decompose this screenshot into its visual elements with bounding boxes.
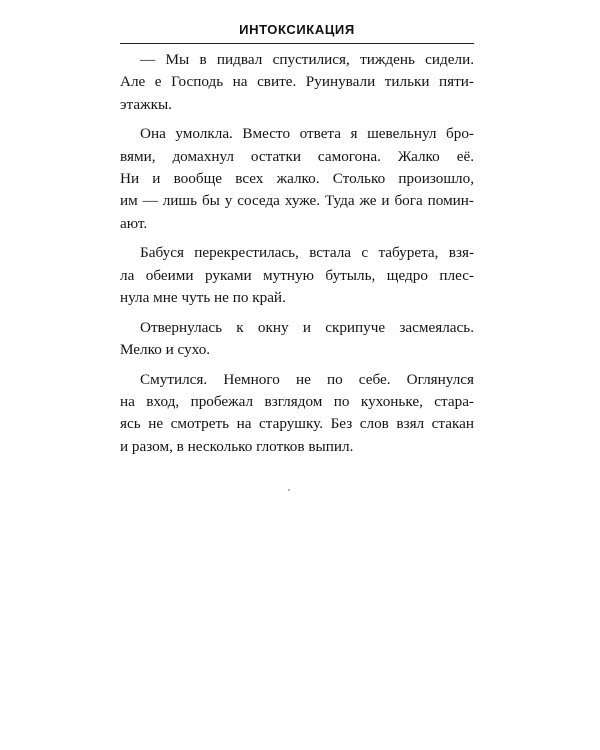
paragraph-5 (120, 369, 474, 458)
text-line: ясь не смотреть на старушку. Без слов взял стакан (120, 415, 474, 433)
paragraph-3 (120, 242, 474, 309)
text-line: Мелко и сухо. (120, 341, 211, 359)
text-line: Отвернулась к окну и скрипуче засмеялась. (140, 318, 474, 336)
text-line: Ни и вообще всех жалко. Столько произошло, (120, 169, 474, 187)
header-rule (120, 43, 474, 44)
text-line: Смутился. Немного не по себе. Оглянулся (140, 370, 474, 388)
text-line: и разом, в несколько глотков выпил. (120, 437, 354, 455)
print-speck (288, 489, 290, 491)
text-line: Бабуся перекрестилась, встала с табурета, взя- (140, 244, 474, 262)
text-line: этажкы. (120, 95, 172, 113)
text-line: им — лишь бы у соседа хуже. Туда же и бога помин- (120, 192, 474, 210)
text-line: — Мы в пидвал спустилися, тиждень сидели. (140, 51, 474, 68)
text-line: Она умолкла. Вместо ответа я шевельнул бро- (140, 125, 474, 143)
text-line: вями, домахнул остатки самогона. Жалко её. (120, 147, 474, 165)
paragraph-4 (120, 317, 474, 362)
text-line: на вход, пробежал взглядом по кухоньке, стара- (120, 393, 474, 411)
body-text (120, 49, 474, 466)
text-line: ают. (120, 214, 148, 232)
text-line: нула мне чуть не по край. (120, 288, 286, 306)
paragraph-2 (120, 123, 474, 234)
text-line: Але е Господь на свите. Руинували тильки пяти- (120, 73, 474, 91)
running-head-title: ИНТОКСИКАЦИЯ (239, 22, 355, 37)
text-line: ла обеими руками мутную бутыль, щедро плес- (120, 266, 474, 284)
paragraph-1 (120, 49, 474, 116)
